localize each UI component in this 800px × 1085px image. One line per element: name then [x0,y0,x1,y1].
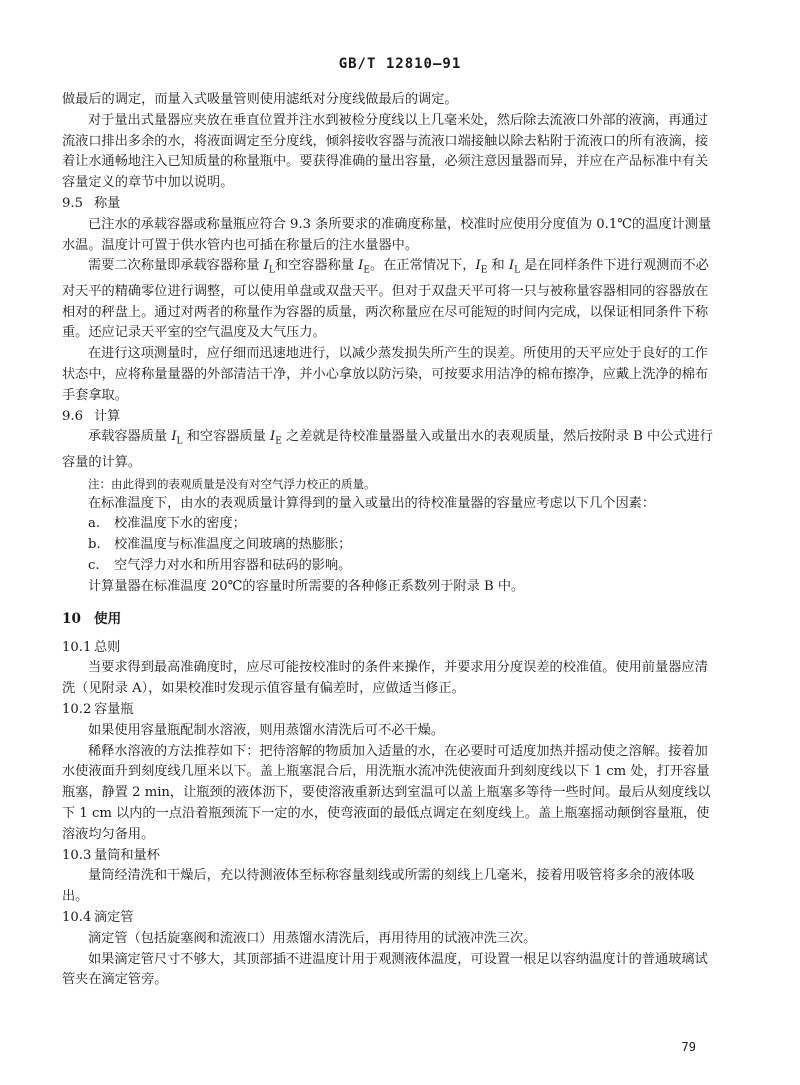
subscript: L [268,266,275,277]
section-heading-10-3 [62,846,718,867]
section-heading-10-4 [62,908,718,929]
subscript: E [363,266,370,277]
paragraph: 做最后的调定，而量入式吸量管则使用滤纸对分度线做最后的调定。 [62,92,458,107]
section-heading-9-5 [62,194,718,215]
section-number: 10.3 [62,847,92,863]
text-run: 是在同样条件下进行观测而不必对天平的精确零位进行调整，可以使用单盘或双盘天平。但对于双盘天平可将一只与被称量容器相同的容器放在相对的秤盘上。通过对两者的称量作为容器的质量，两次称量应在尽可能短的时间内完成，以保证相同条件下称重。还应记录天平室的空气温度及大气压力。 [62,258,709,341]
body-text [62,90,718,991]
section-title: 总则 [94,639,121,655]
paragraph: 如果使用容量瓶配制水溶液，则用蒸馏水清洗后可不必干燥。 [88,722,445,738]
text-run: 承载容器质量 [88,429,172,445]
symbol: I [508,258,515,274]
list-item [62,514,718,535]
section-heading-10-2 [62,700,718,721]
paragraph: 当要求得到最高准确度时，应尽可能按校准时的条件来操作，并要求用分度误差的校准值。使用前量器应清洗（见附录 A），如果校准时发现示值容量有偏差时，应做适当修正。 [62,660,708,697]
text-run: 和空容器质量 [182,429,271,445]
paragraph: 量筒经清洗和干燥后，充以待测液体至标称容量刻线或所需的刻线上几毫米，接着用吸管将多余的液体吸出。 [62,868,695,905]
paragraph [62,427,718,473]
subscript: E [480,266,488,277]
section-number: 10.2 [62,702,92,717]
section-number: 10.4 [62,909,92,925]
symbol: I [358,258,364,274]
list-item [62,535,718,556]
standard-code-header: GB/T 12810—91 [338,56,462,72]
list-text: 校准温度下水的密度； [114,516,246,532]
section-title: 计算 [94,408,121,424]
note: 注：由此得到的表观质量是没有对空气浮力校正的质量。 [88,476,376,491]
paragraph: 稀释水溶液的方法推荐如下：把待溶解的物质加入适量的水，在必要时可适度加热并摇动使之溶解。接着加水使液面升到刻度线几厘米以下。盖上瓶塞混合后，用洗瓶水流冲洗使液面升到刻度线以下 1 cm 处，打开容量瓶塞，静置 2 min，让瓶颈的液体沥下，要使溶液重新达到室温可以盖上瓶塞多等待一些时间。最后从刻度线以下 1 cm 以内的一点沿着瓶颈流下一定的水，使弯液面的最低点调定在刻度线上。盖上瓶塞摇动颠倒容量瓶，使溶液均匀备用。 [62,743,711,842]
symbol: I [270,429,276,445]
paragraph: 对于量出式量器应夹放在垂直位置并注水到被检分度线以上几毫米处，然后除去流液口外部的液滴，再通过流液口排出多余的水，将液面调定至分度线，倾斜接收容器与流液口端接触以除去粘附于流液口的所有液滴，接着让水通畅地注入已知质量的称量瓶中。要获得准确的量出容量，必须注意因量器而异，并应在产品标准中有关容量定义的章节中加以说明。 [62,112,709,191]
section-title: 容量瓶 [94,702,134,717]
section-number: 10.1 [62,639,92,655]
paragraph [62,256,718,344]
subscript: E [275,437,282,448]
chapter-number: 10 [62,610,81,627]
section-number: 9.5 [62,195,83,211]
list-marker: b. [88,537,101,553]
paragraph: 计算量器在标准温度 20℃的容量时所需要的各种修正系数列于附录 B 中。 [88,578,525,594]
section-heading-9-6 [62,407,718,428]
symbol: I [171,429,177,445]
section-title: 滴定管 [94,909,134,925]
list-text: 校准温度与标准温度之间玻璃的热膨胀； [114,537,352,553]
text-run: 和空容器称量 [274,258,359,274]
chapter-heading-10 [62,608,718,630]
subscript: L [176,437,183,448]
paragraph: 如果滴定管尺寸不够大，其顶部插不进温度计用于观测液体温度，可设置一根足以容纳温度计的普通玻璃试管夹在滴定管旁。 [62,951,708,988]
paragraph: 在进行这项测量时，应仔细而迅速地进行，以减少蒸发损失所产生的误差。所使用的天平应处于良好的工作状态中，应将称量量器的外部清洁干净，并小心拿放以防污染，可按要求用洁净的棉布擦净，应戴上洗净的棉布手套拿取。 [62,346,709,403]
section-title: 量筒和量杯 [94,847,160,863]
paragraph: 在标准温度下，由水的表观质量计算得到的量入或量出的待校准量器的容量应考虑以下几个因素： [88,495,656,511]
section-heading-10-1 [62,638,718,659]
symbol: I [263,258,269,274]
list-marker: c. [88,558,100,574]
text-run: 之差就是待校准量器量入或量出水的表观质量，然后按附录 B 中公式进行容量的计算。 [62,429,713,470]
list-text: 空气浮力对水和所用容器和砝码的影响。 [114,558,352,574]
text-run: 和 [487,258,509,274]
symbol: I [475,258,481,274]
list-item [62,556,718,577]
section-number: 9.6 [62,408,83,424]
text-run: 。在正常情况下， [369,258,476,274]
subscript: L [514,266,521,277]
paragraph: 已注水的承载容器或称量瓶应符合 9.3 条所要求的准确度称量，校准时应使用分度值为 0.1℃的温度计测量水温。温度计可置于供水管内也可插在称量后的注水量器中。 [62,216,712,253]
chapter-title: 使用 [94,610,122,627]
text-run: 需要二次称量即承载容器称量 [88,258,264,274]
paragraph: 滴定管（包括旋塞阀和流液口）用蒸馏水清洗后，再用待用的试液冲洗三次。 [88,930,537,946]
page-number: 79 [681,1040,696,1054]
section-title: 称量 [94,195,121,211]
list-marker: a. [88,516,101,532]
